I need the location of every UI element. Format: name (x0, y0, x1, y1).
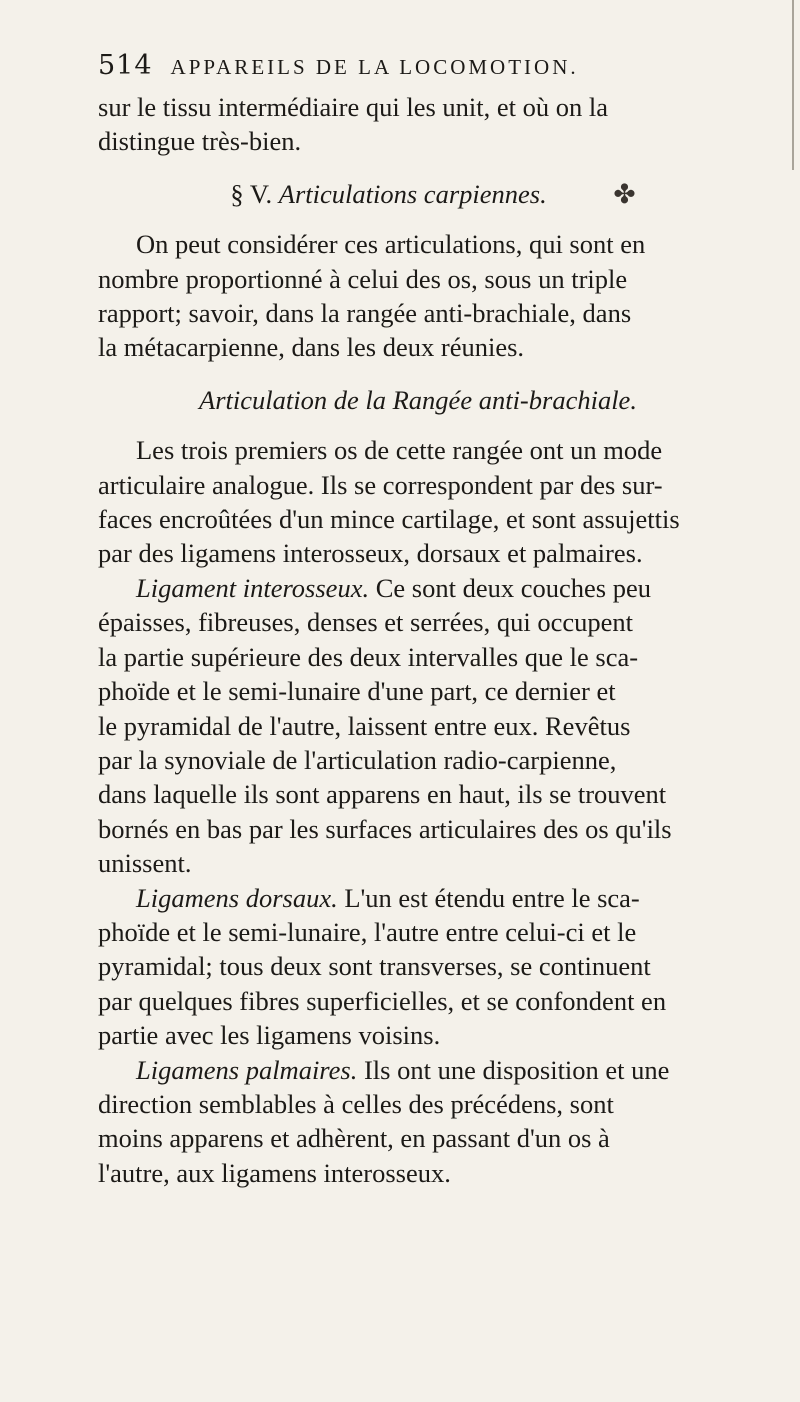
page-header (98, 50, 718, 81)
subheading (98, 383, 738, 417)
text-line: dans laquelle ils sont apparens en haut, ils se trouvent (98, 779, 667, 810)
text-line: articulaire analogue. Ils se correspondent par des sur- (98, 469, 663, 500)
text-line: la métacarpienne, dans les deux réunies. (98, 332, 525, 363)
text-line (98, 571, 738, 605)
text-line: On peut considérer ces articulations, qui sont en (136, 229, 646, 260)
paragraph-ligamens-palmaires (98, 1053, 738, 1191)
text-fragment: Ce sont deux couches peu (369, 572, 651, 603)
text-line: phoïde et le semi-lunaire d'une part, ce dernier et (98, 676, 616, 707)
text-line: par des ligamens interosseux, dorsaux et palmaires. (98, 538, 643, 569)
text-line: bornés en bas par les surfaces articulaires des os qu'ils (98, 813, 672, 844)
text-line: l'autre, aux ligamens interosseux. (98, 1157, 451, 1188)
text-line: moins apparens et adhèrent, en passant d'un os à (98, 1123, 610, 1154)
text-line: par la synoviale de l'articulation radio-carpienne, (98, 744, 617, 775)
text-line (98, 881, 738, 915)
text-line: direction semblables à celles des précédens, sont (98, 1088, 614, 1119)
text-line: phoïde et le semi-lunaire, l'autre entre celui-ci et le (98, 916, 637, 947)
text-line: distingue très-bien. (98, 126, 302, 157)
term-ligamens-palmaires: Ligamens palmaires. (136, 1054, 358, 1085)
running-head: APPAREILS DE LA LOCOMOTION. (170, 55, 579, 79)
text-line: nombre proportionné à celui des os, sous un triple (98, 263, 628, 294)
section-number: § V. (230, 178, 273, 209)
ornament-icon: ✤ (613, 178, 636, 209)
body-text (98, 90, 738, 1190)
section-heading (98, 177, 738, 211)
page-number: 514 (98, 50, 153, 81)
text-line: Les trois premiers os de cette rangée ont un mode (136, 435, 663, 466)
text-line: unissent. (98, 848, 192, 879)
text-fragment: Ils ont une disposition et une (357, 1054, 670, 1085)
page-edge-shadow (792, 0, 794, 170)
text-line: par quelques fibres superficielles, et se confondent en (98, 985, 667, 1016)
text-fragment: L'un est étendu entre le sca- (337, 882, 640, 913)
text-line: épaisses, fibreuses, denses et serrées, qui occupent (98, 607, 633, 638)
section-title: Articulations carpiennes. (278, 178, 547, 209)
paragraph-ligament-interosseux (98, 571, 738, 881)
intro-paragraph (98, 90, 738, 159)
paragraph-intro-articulations (98, 227, 738, 365)
paragraph-rangee (98, 433, 738, 571)
paragraph-ligamens-dorsaux (98, 881, 738, 1053)
text-line: faces encroûtées d'un mince cartilage, et sont assujettis (98, 504, 680, 535)
text-line: partie avec les ligamens voisins. (98, 1020, 441, 1051)
text-line: pyramidal; tous deux sont transverses, se continuent (98, 951, 651, 982)
text-line (98, 1053, 738, 1087)
text-line: sur le tissu intermédiaire qui les unit, et où on la (98, 92, 609, 122)
term-ligamens-dorsaux: Ligamens dorsaux. (136, 882, 338, 913)
text-line: le pyramidal de l'autre, laissent entre eux. Revêtus (98, 710, 631, 741)
subheading-title: Articulation de la Rangée anti-brachiale. (199, 384, 637, 415)
term-ligament-interosseux: Ligament interosseux. (136, 572, 370, 603)
text-line: la partie supérieure des deux intervalles que le sca- (98, 641, 639, 672)
text-line: rapport; savoir, dans la rangée anti-brachiale, dans (98, 298, 632, 329)
